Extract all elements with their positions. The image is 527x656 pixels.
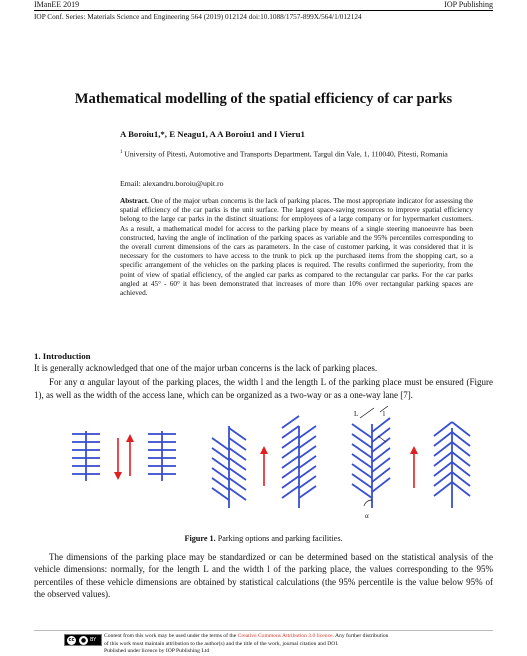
cc-icon: cc <box>68 637 75 643</box>
dim-width-label: l <box>383 410 385 418</box>
abstract-label: Abstract. <box>120 197 149 205</box>
figure-caption-text: Parking options and parking facilities. <box>217 534 343 543</box>
intro-paragraph-2: For any α angular layout of the parking places, the width l and the length L of the parking place must be ensured (Figure 1), as well as the width of the access lane, which can be organized as a two-way or as a one-way lane [7]. <box>34 377 493 400</box>
paper-title: Mathematical modelling of the spatial efficiency of car parks <box>74 91 453 107</box>
series-line: IOP Conf. Series: Materials Science and Engineering 564 (2019) 012124 doi:10.1088/1757-899X/564/1/012124 <box>34 12 362 21</box>
affiliation <box>120 148 480 160</box>
intro-paragraph-3: The dimensions of the parking place may be standardized or can be determined based on the statistical analysis of the vehicle dimensions: normally, for the length L and the width l of the parking place, the values corresponding to the 95% percentiles of these vehicle dimensions are obtained by statistical calculations (the 95% percentile is the value below 95% of the observed values). <box>34 552 493 599</box>
license-line-3: Published under licence by IOP Publishing Ltd <box>104 648 210 654</box>
license-link[interactable]: Creative Commons Attribution 3.0 licence <box>237 633 333 639</box>
figure-caption <box>34 534 493 544</box>
affiliation-marker: 1 <box>120 150 123 155</box>
contact-email[interactable]: Email: alexandru.boroiu@upit.ro <box>120 179 224 188</box>
abstract-text: One of the major urban concerns is the lack of parking places. The most appropriate indicator for assessing the spatial efficiency of the car parks is the unit surface. The largest space-saving resources to improve spatial efficiency belong to the large car parks in the distinct situations: for employees of a large company or for hypermarket customers. As a result, a mathematical model for access to the parking place by means of a single steering manoeuvre has been constructed, having the angle of inclination of the parking spaces as variable and the 95% percentiles corresponding to the overall current dimensions of the cars as parameters. In the case of customer parking, it was considered that it is necessary for the customers to have access to the trunk to pick up the purchased items from the shopping cart, so a specific arrangement of the vehicles on the parking places is required. The results confirmed the superiority, from the point of view of spatial efficiency, of the angled car parks as compared to the rectangular car parks. For the car parks angled at 45° - 60° it has been demonstrated that increases of more than 10% over rectangular parking spaces are achieved. <box>120 197 473 298</box>
figure-parking-layouts <box>34 406 493 521</box>
abstract <box>120 197 473 298</box>
dim-angle-label: α <box>365 512 369 520</box>
publisher-name: IOP Publishing <box>444 0 493 9</box>
two-way-lane-arrows <box>114 434 134 480</box>
section-heading: 1. Introduction <box>34 351 91 361</box>
affiliation-text: University of Pitesti, Automotive and Transports Department, Targul din Vale, 1, 110040, Pitesti, Romania <box>124 149 448 159</box>
angled-layout-dimensioned <box>352 418 470 508</box>
one-way-lane-arrow-1 <box>260 446 268 486</box>
one-way-lane-arrow-2 <box>410 446 418 488</box>
running-header <box>34 0 493 10</box>
license-line-suffix: . Any further distribution <box>332 633 389 639</box>
author-list: A Boroiu1,*, E Neagu1, A A Boroiu1 and I Vieru1 <box>120 129 305 139</box>
conference-name: IManEE 2019 <box>34 0 80 9</box>
footer-rule <box>34 630 493 631</box>
perpendicular-layout <box>72 431 176 481</box>
license-notice <box>104 633 496 656</box>
cc-license-badge[interactable] <box>64 634 102 646</box>
figure-label: Figure 1. <box>184 534 216 543</box>
intro-paragraph-1: It is generally acknowledged that one of the major urban concerns is the lack of parking places. <box>34 363 378 373</box>
license-line-2: of this work must maintain attribution to the author(s) and the title of the work, journal citation and DOI. <box>104 640 339 647</box>
dim-length-label: L <box>354 410 359 418</box>
license-line-prefix: Content from this work may be used under the terms of the <box>104 633 238 639</box>
person-icon: ● <box>80 637 87 644</box>
cc-by-text: BY <box>90 637 97 643</box>
